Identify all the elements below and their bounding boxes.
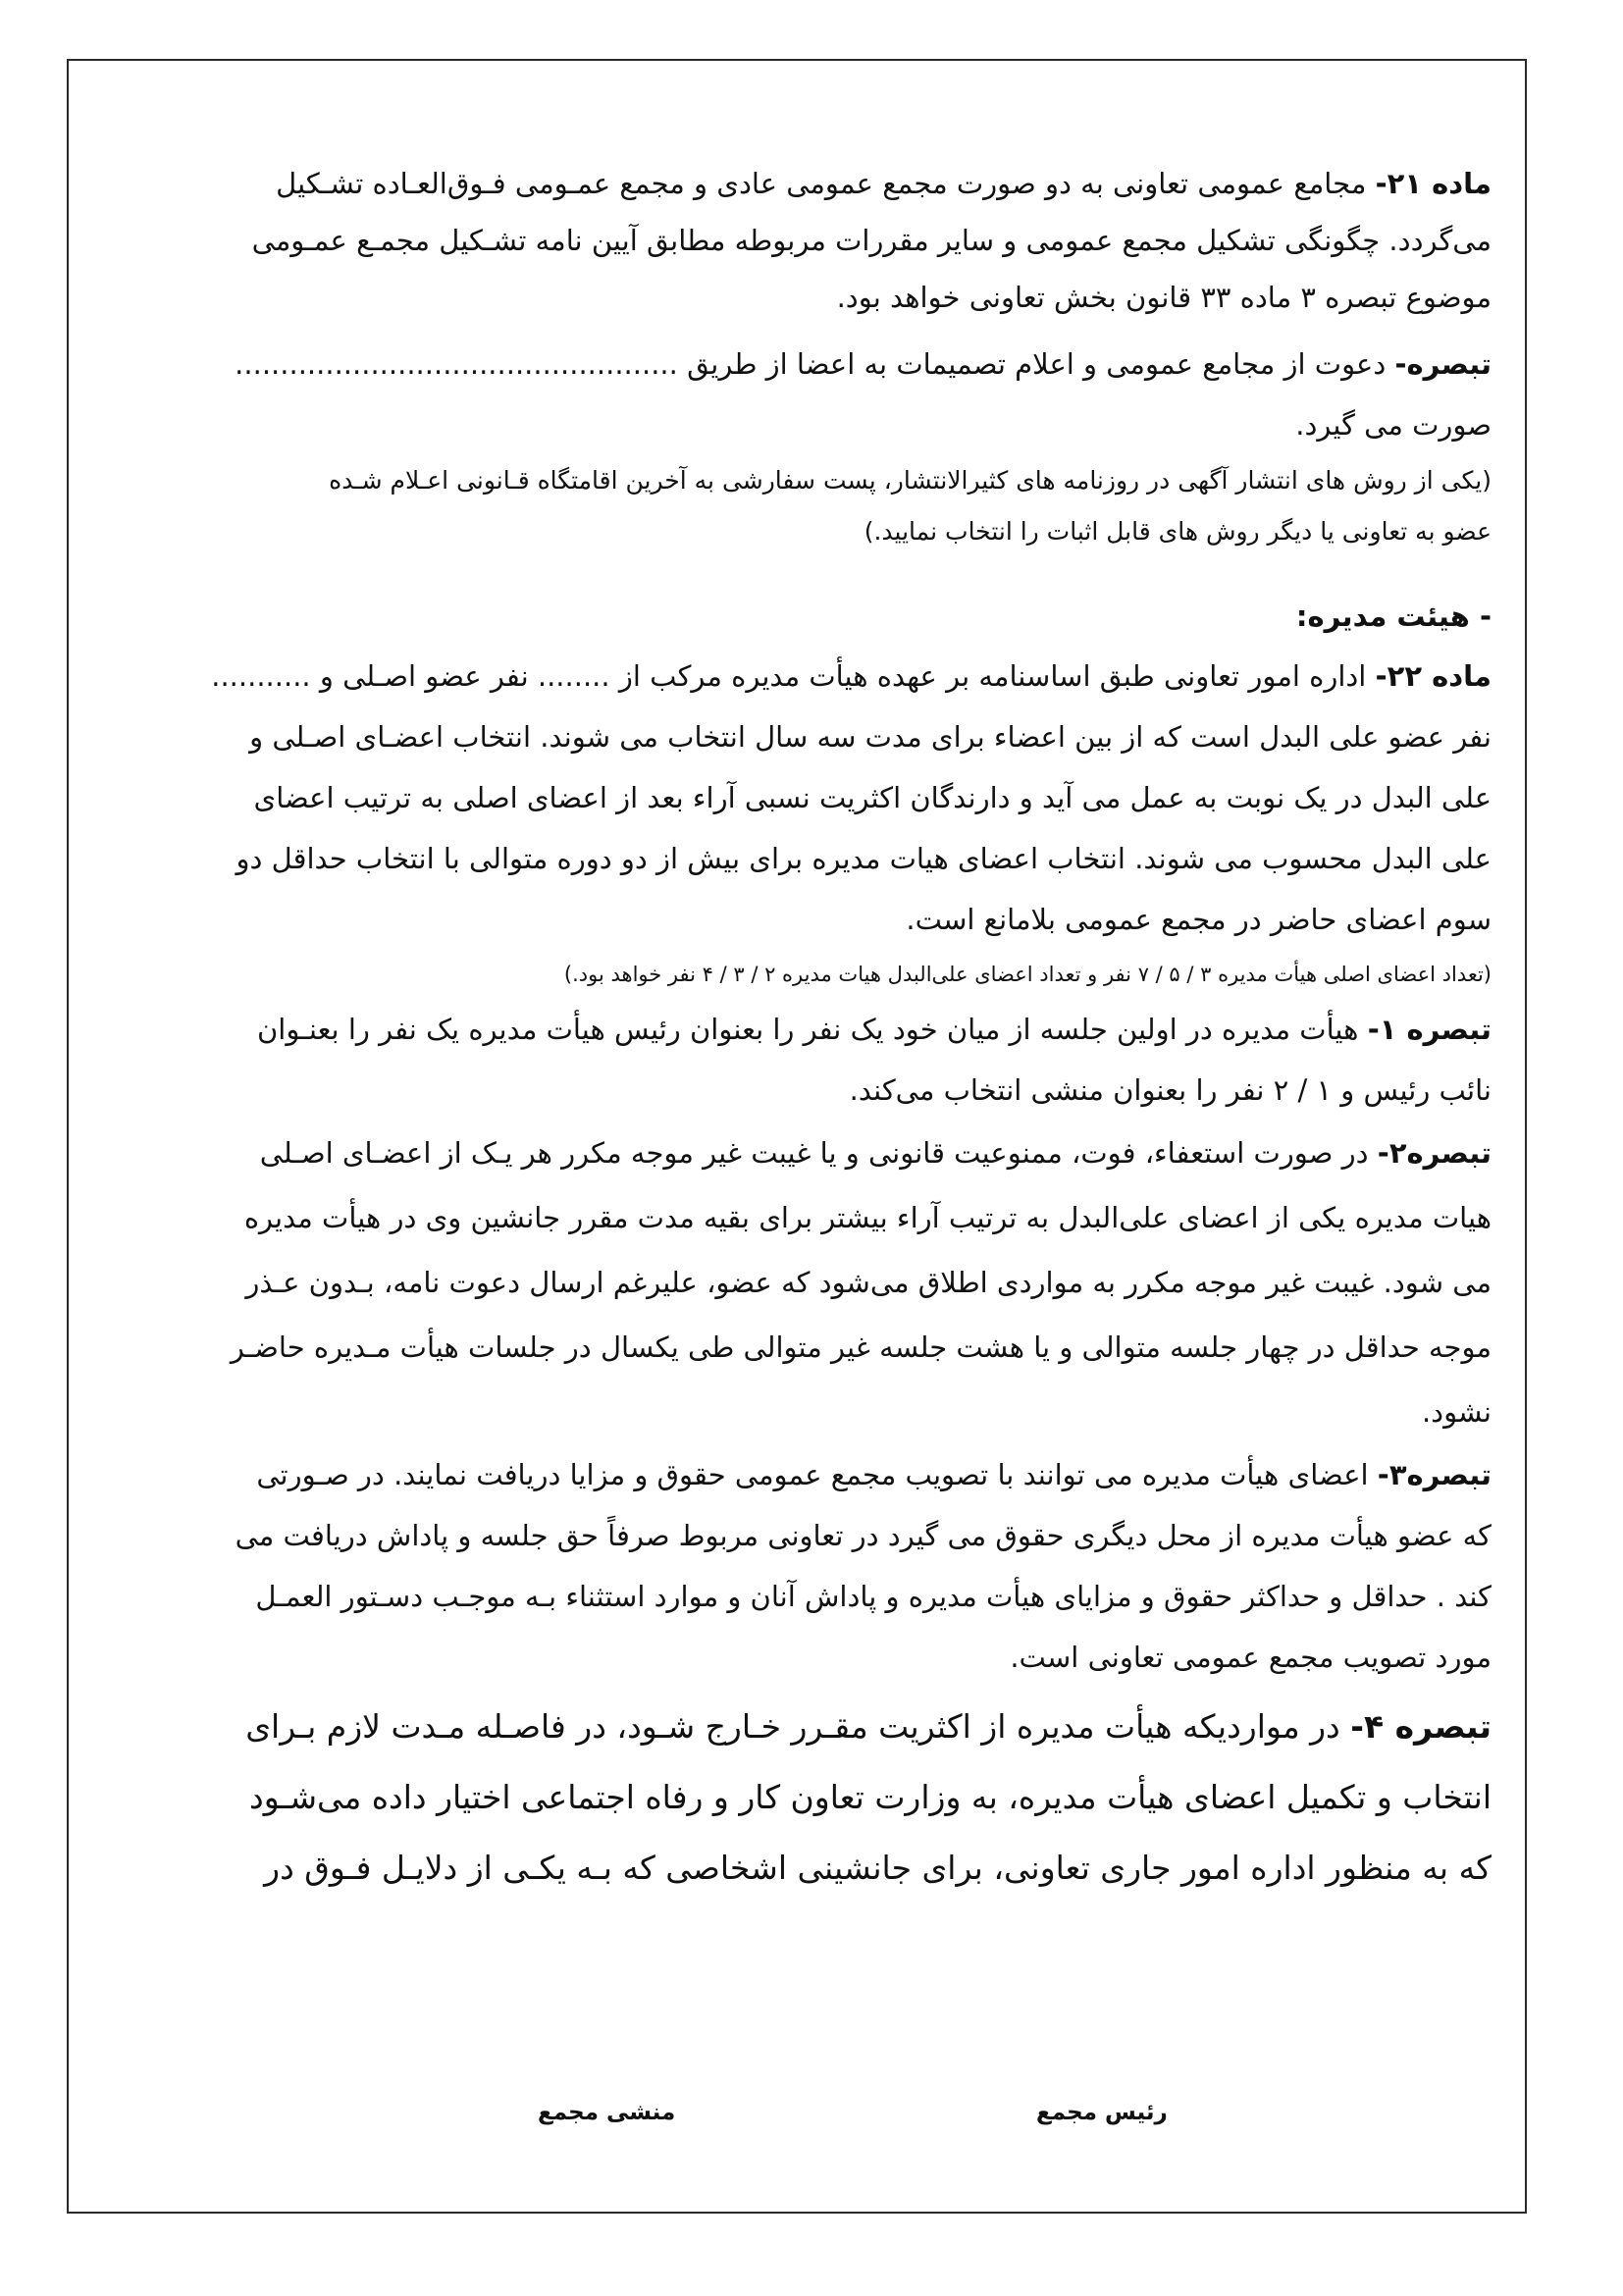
note-3 [157,1444,1492,1688]
article-22-label: ماده ۲۲- [1375,659,1492,693]
note-invitation [157,334,1492,455]
note-2-line-3: می شود. غیبت غیر موجه مکرر به مواردی اطلاق می‌شود که عضو، علیرغم ارسال دعوت نامه، بـدون عـذر [245,1266,1492,1299]
article-22 [157,646,1492,950]
note-4-line-1 [157,1692,1492,1762]
note-1-line-1 [157,999,1492,1060]
guidance-line-2: عضو به تعاونی یا دیگر روش های قابل اثبات را انتخاب نمایید.) [864,517,1492,546]
article-21 [157,155,1492,326]
signature-label-president: رئیس مجمع [1036,2100,1168,2125]
article-22-line-5: سوم اعضای حاضر در مجمع عمومی بلامانع است. [906,903,1492,936]
article-21-line-1 [157,155,1492,212]
article-22-line-2: نفر عضو علی البدل است که از بین اعضاء برای مدت سه سال انتخاب می شوند. انتخاب اعضـای اصـلی و [249,720,1492,754]
note-3-line-4: مورد تصویب مجمع عمومی تعاونی است. [1010,1641,1492,1674]
note-2-line-1 [157,1121,1492,1185]
note-3-text-1: اعضای هیأت مدیره می توانند با تصویب مجمع عمومی حقوق و مزایا دریافت نمایند. در صـورتی [256,1458,1369,1491]
note-2-text-1: در صورت استعفاء، فوت، ممنوعیت قانونی و یا غیبت غیر موجه مکرر هر یـک از اعضـای اصـلی [259,1136,1369,1170]
note-3-label: تبصره۳- [1377,1458,1492,1491]
article-22-line-3: علی البدل در یک نوبت به عمل می آید و دارندگان اکثریت نسبی آراء بعد از اعضای اصلی به ترتیب اعضای [253,781,1492,814]
article-22-line-1 [157,646,1492,706]
note-4-text-1: در مواردیکه هیأت مدیره از اکثریت مقـرر خـارج شـود، در فاصـله مـدت لازم بـرای [245,1707,1340,1746]
article-21-line-3: موضوع تبصره ۳ ماده ۳۳ قانون بخش تعاونی خواهد بود. [836,281,1492,314]
note-1-line-2: نائب رئیس و ۱ / ۲ نفر را بعنوان منشی انتخاب می‌کند. [849,1073,1492,1107]
note-3-line-2: که عضو هیأت مدیره از محل دیگری حقوق می گیرد در تعاونی مربوط صرفاً حق جلسه و پاداش دریافت می [235,1519,1492,1552]
note-2-line-4: موجه حداقل در چهار جلسه متوالی و یا هشت جلسه غیر متوالی طی یکسال در جلسات هیأت مـدیره حاضـر [230,1331,1492,1364]
article-21-text-1: مجامع عمومی تعاونی به دو صورت مجمع عمومی عادی و مجمع عمـومی فـوق‌العـاده تشـکیل [276,167,1367,200]
note-4-line-2: انتخاب و تکمیل اعضای هیأت مدیره، به وزارت تعاون کار و رفاه اجتماعی اختیار داده می‌شـود [249,1778,1492,1816]
note-2 [157,1121,1492,1444]
note-2-line-2: هیات مدیره یکی از اعضای علی‌البدل به ترتیب آراء بیشتر برای بقیه مدت مقرر جانشین وی در هیأت مدیره [243,1201,1492,1234]
note-invitation-line-1 [157,334,1492,394]
note-4-line-3: که به منظور اداره امور جاری تعاونی، برای جانشینی اشخاصی که بـه یکـی از دلایـل فـوق در [264,1849,1492,1887]
board-count-note: (تعداد اعضای اصلی هیأت مدیره ۳ / ۵ / ۷ نفر و تعداد اعضای علی‌البدل هیات مدیره ۲ / ۳ / ۴ نفر خواهد بود.) [563,963,1492,986]
note-invitation-text-1: دعوت از مجامع عمومی و اعلام تصمیمات به اعضا از طریق ................................................. [235,347,1387,381]
note-3-line-3: کند . حداقل و حداکثر حقوق و مزایای هیأت مدیره و پاداش آنان و موارد استثناء بـه موجـب دسـتور العمـل [255,1580,1492,1613]
section-heading-board: - هیئت مدیره: [1295,600,1492,633]
signature-label-secretary: منشی مجمع [538,2100,676,2125]
note-2-label: تبصره۲- [1377,1136,1492,1170]
note-invitation-label: تبصره- [1394,347,1492,381]
article-21-label: ماده ۲۱- [1375,167,1492,200]
guidance-line-1: (یکی از روش های انتشار آگهی در روزنامه های کثیرالانتشار، پست سفارشی به آخرین اقامتگاه قـانونی اعـلام شـده [329,466,1492,495]
note-invitation-line-2: صورت می گیرد. [1295,408,1492,442]
note-3-line-1 [157,1444,1492,1505]
note-4-label: تبصره ۴- [1350,1707,1492,1746]
note-invitation-guidance [157,455,1492,557]
note-1-label: تبصره ۱- [1367,1013,1492,1046]
article-22-text-1: اداره امور تعاونی طبق اساسنامه بر عهده هیأت مدیره مرکب از ........ نفر عضو اصـلی و ........... [211,659,1367,693]
note-4 [157,1692,1492,1904]
article-21-line-2: می‌گردد. چگونگی تشکیل مجمع عمومی و سایر مقررات مربوطه مطابق آیین نامه تشـکیل مجمـع عمـومی [251,224,1492,257]
note-1 [157,999,1492,1121]
article-22-line-4: علی البدل محسوب می شوند. انتخاب اعضای هیات مدیره برای بیش از دو دوره متوالی با انتخاب حداقل دو [236,842,1492,875]
document-body [157,155,1492,1904]
note-2-line-5: نشود. [1421,1395,1492,1429]
note-1-text-1: هیأت مدیره در اولین جلسه از میان خود یک نفر را بعنوان رئیس هیأت مدیره یک نفر را بعنـوان [256,1013,1359,1046]
